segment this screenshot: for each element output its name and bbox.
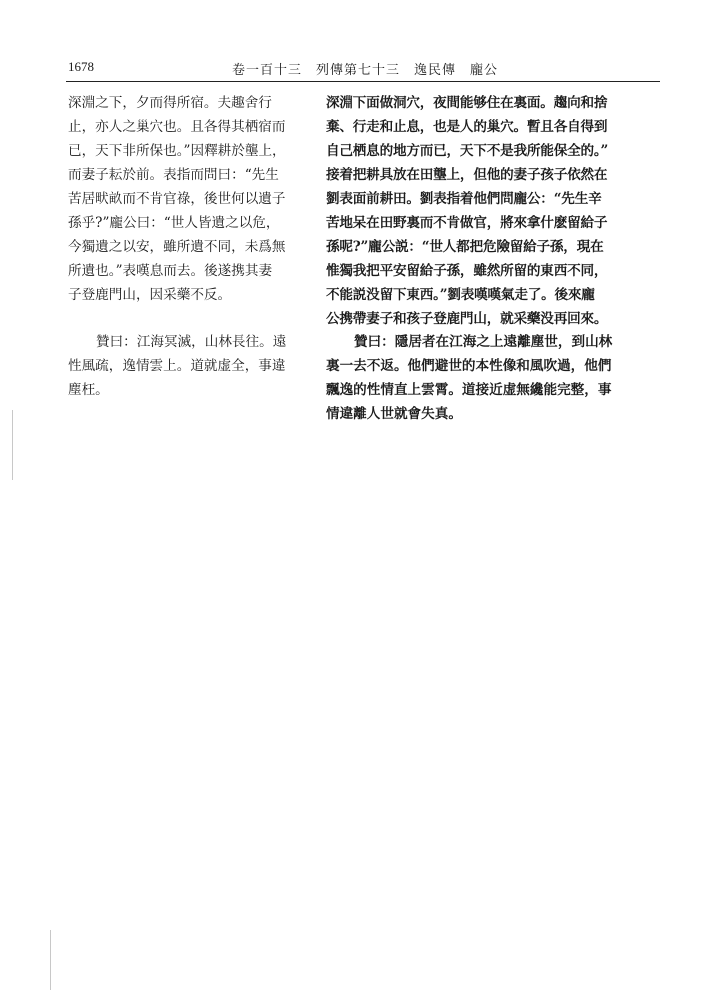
text-line: 塵枉。 — [68, 382, 109, 398]
page-number: 1678 — [68, 59, 94, 74]
text-line: 飄逸的性情直上雲霄。道接近虚無纔能完整，事 — [326, 382, 612, 398]
text-line: 不能説没留下東西。”劉表嘆嘆氣走了。後來龐 — [326, 287, 595, 303]
text-line: 孫呢?”龐公説：“世人都把危險留給子孫，現在 — [326, 239, 604, 255]
text-line: 苦居畎畝而不肯官祿，後世何以遺子 — [68, 191, 286, 207]
scan-edge-mark — [12, 410, 13, 480]
text-line: 已，天下非所保也。”因釋耕於壟上， — [68, 143, 286, 159]
text-line: 棄、行走和止息，也是人的巢穴。暫且各自得到 — [326, 119, 608, 135]
text-line: 贊曰：江海冥滅，山林長往。遠 — [96, 334, 287, 350]
text-line: 劉表面前耕田。劉表指着他們問龐公：“先生辛 — [326, 191, 602, 207]
text-line: 接着把耕具放在田壟上，但他的妻子孩子依然在 — [326, 167, 608, 183]
text-line: 苦地呆在田野裏而不肯做官，將來拿什麽留給子 — [326, 215, 608, 231]
text-line: 情違離人世就會失真。 — [326, 406, 462, 422]
zan-translation — [326, 330, 612, 426]
text-line: 止，亦人之巢穴也。且各得其栖宿而 — [68, 119, 286, 135]
text-line: 深淵之下，夕而得所宿。夫趣舍行 — [68, 95, 272, 111]
text-line: 性風疏，逸情雲上。道就虚全，事違 — [68, 358, 286, 374]
header-rule — [66, 81, 660, 82]
right-column-translation — [326, 91, 660, 331]
text-line: 子登鹿門山，因采藥不反。 — [68, 287, 232, 303]
text-line: 自己栖息的地方而已，天下不是我所能保全的。” — [326, 143, 609, 159]
text-line: 公携帶妻子和孩子登鹿門山，就采藥没再回來。 — [326, 311, 608, 327]
text-line: 今獨遺之以安，雖所遺不同，未爲無 — [68, 239, 286, 255]
text-line: 孫乎?”龐公曰：“世人皆遺之以危， — [68, 215, 280, 231]
running-head: 卷一百十三 列傳第七十三 逸民傳 龐公 — [232, 63, 499, 78]
scan-edge-mark — [50, 930, 51, 990]
text-line: 惟獨我把平安留給子孫，雖然所留的東西不同， — [326, 263, 608, 279]
text-line: 裏一去不返。他們避世的本性像和風吹過，他們 — [326, 358, 612, 374]
text-line: 深淵下面做洞穴，夜間能够住在裏面。趨向和捨 — [326, 95, 608, 111]
text-line: 而妻子耘於前。表指而問曰：“先生 — [68, 167, 279, 183]
zan-classical-text — [68, 330, 286, 402]
left-column-classical-text — [68, 91, 310, 307]
text-line: 贊曰：隱居者在江海之上遠離塵世，到山林 — [354, 334, 613, 350]
text-line: 所遺也。”表嘆息而去。後遂携其妻 — [68, 263, 273, 279]
